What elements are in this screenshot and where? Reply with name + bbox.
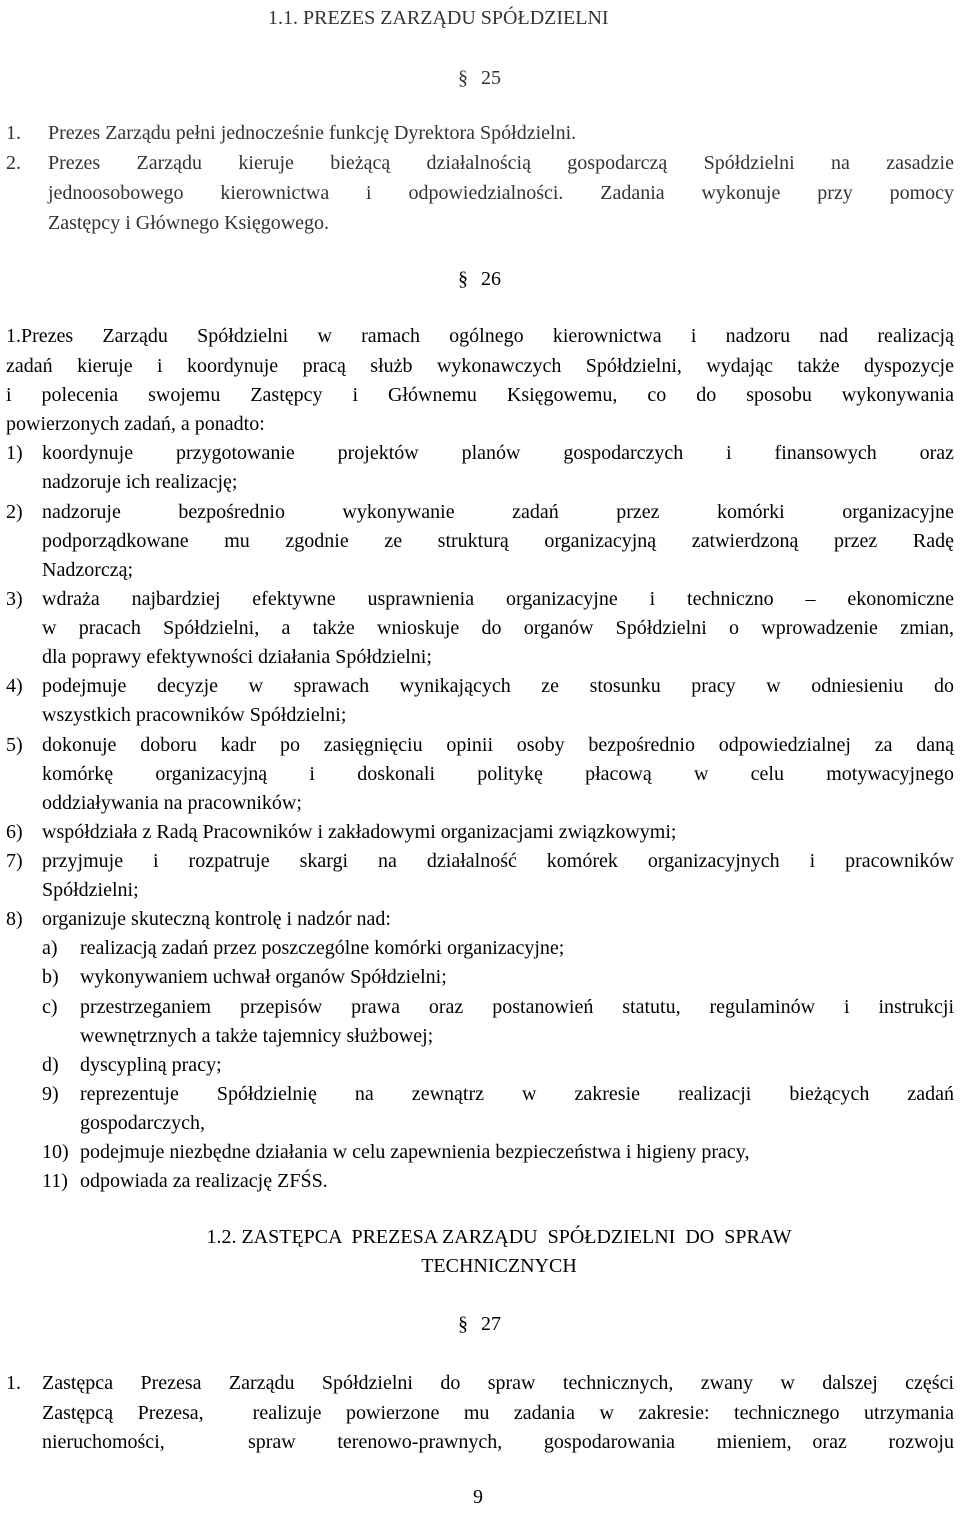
- list-number: 1.: [6, 122, 21, 144]
- section-number: 26: [481, 268, 501, 290]
- list-number: 6): [6, 821, 23, 843]
- text-line: Prezes Zarządu kieruje bieżącą działalnością gospodarczą Spółdzielni na zasadzie: [48, 152, 954, 174]
- paragraph-number-25: [458, 66, 501, 90]
- list-item-text: nadzoruje bezpośrednio wykonywanie zadań przez komórki organizacyjne: [42, 501, 954, 523]
- text-line: zadań kieruje i koordynuje pracą służb wykonawczych Spółdzielni, wydając także dyspozycje: [6, 355, 954, 377]
- sub-item-letter: c): [42, 996, 58, 1018]
- list-item-text: podejmuje niezbędne działania w celu zapewnienia bezpieczeństwa i higieny pracy,: [80, 1141, 750, 1163]
- list-number: 8): [6, 908, 23, 930]
- list-item-text: przyjmuje i rozpatruje skargi na działalność komórek organizacyjnych i pracowników: [42, 850, 954, 872]
- section-number: 27: [481, 1313, 501, 1335]
- sub-item-text: przestrzeganiem przepisów prawa oraz postanowień statutu, regulaminów i instrukcji: [80, 996, 954, 1018]
- list-number: 10): [42, 1141, 69, 1163]
- text-line: jednoosobowego kierownictwa i odpowiedzialności. Zadania wykonuje przy pomocy: [48, 182, 954, 204]
- list-item-text: oddziaływania na pracowników;: [42, 792, 302, 814]
- list-number: 1.: [6, 1372, 21, 1394]
- list-item-text: reprezentuje Spółdzielnię na zewnątrz w zakresie realizacji bieżących zadań: [80, 1083, 954, 1105]
- list-item-text: koordynuje przygotowanie projektów planów gospodarczych i finansowych oraz: [42, 442, 954, 464]
- list-number: 11): [42, 1170, 68, 1192]
- list-item-text: gospodarczych,: [80, 1112, 205, 1134]
- page-number: 9: [473, 1486, 483, 1508]
- list-item-text: Nadzorczą;: [42, 559, 134, 581]
- list-number: 4): [6, 675, 23, 697]
- list-item-text: Spółdzielni;: [42, 879, 139, 901]
- paragraph-number-27: [458, 1312, 501, 1336]
- list-item-text: w pracach Spółdzielni, a także wnioskuje do organów Spółdzielni o wprowadzenie zmian,: [42, 617, 954, 639]
- text-line: Prezes Zarządu pełni jednocześnie funkcję Dyrektora Spółdzielni.: [48, 122, 577, 144]
- sub-item-letter: a): [42, 937, 58, 959]
- list-number: 9): [42, 1083, 59, 1105]
- sub-item-text: dyscypliną pracy;: [80, 1054, 222, 1076]
- sub-item-text: wewnętrznych a także tajemnicy służbowej;: [80, 1025, 434, 1047]
- list-item-text: dla poprawy efektywności działania Spółdzielni;: [42, 646, 432, 668]
- section-heading-continued: TECHNICZNYCH: [421, 1255, 577, 1277]
- list-item-text: podejmuje decyzje w sprawach wynikających ze stosunku pracy w odniesieniu do: [42, 675, 954, 697]
- text-line: Zastępca Prezesa Zarządu Spółdzielni do spraw technicznych, zwany w dalszej części: [42, 1372, 954, 1394]
- list-number: 1): [6, 442, 23, 464]
- sub-item-text: wykonywaniem uchwał organów Spółdzielni;: [80, 966, 447, 988]
- list-number: 5): [6, 734, 23, 756]
- list-item-text: nadzoruje ich realizację;: [42, 471, 238, 493]
- text-line: powierzonych zadań, a ponadto:: [6, 413, 265, 435]
- section-sign: §: [458, 268, 468, 290]
- section-heading: 1.1. PREZES ZARZĄDU SPÓŁDZIELNI: [268, 7, 609, 29]
- list-item-text: organizuje skuteczną kontrolę i nadzór nad:: [42, 908, 391, 930]
- list-number: 7): [6, 850, 23, 872]
- sub-item-letter: d): [42, 1054, 59, 1076]
- text-line: 1.Prezes Zarządu Spółdzielni w ramach ogólnego kierownictwa i nadzoru nad realizacją: [6, 325, 954, 347]
- list-number: 2): [6, 501, 23, 523]
- list-item-text: współdziała z Radą Pracowników i zakładowymi organizacjami związkowymi;: [42, 821, 677, 843]
- paragraph-number-26: [458, 267, 501, 291]
- list-item-text: dokonuje doboru kadr po zasięgnięciu opinii osoby bezpośrednio odpowiedzialnej za daną: [42, 734, 954, 756]
- list-item-text: komórkę organizacyjną i doskonali politykę płacową w celu motywacyjnego: [42, 763, 954, 785]
- text-line: Zastępcą Prezesa, realizuje powierzone mu zadania w zakresie: technicznego utrzymania: [42, 1402, 954, 1424]
- sub-item-letter: b): [42, 966, 59, 988]
- section-heading: 1.2. ZASTĘPCA PREZESA ZARZĄDU SPÓŁDZIELNI DO SPRAW: [206, 1226, 792, 1248]
- text-line: i polecenia swojemu Zastępcy i Głównemu Księgowemu, co do sposobu wykonywania: [6, 384, 954, 406]
- list-item-text: wszystkich pracowników Spółdzielni;: [42, 704, 347, 726]
- list-number: 2.: [6, 152, 21, 174]
- section-sign: §: [458, 1313, 468, 1335]
- text-line: nieruchomości, spraw terenowo-prawnych, gospodarowania mieniem, oraz rozwoju: [42, 1431, 954, 1453]
- list-item-text: odpowiada za realizację ZFŚS.: [80, 1170, 328, 1192]
- section-number: 25: [481, 67, 501, 89]
- section-sign: §: [458, 67, 468, 89]
- list-item-text: podporządkowane mu zgodnie ze strukturą organizacyjną zatwierdzoną przez Radę: [42, 530, 954, 552]
- text-line: Zastępcy i Głównego Księgowego.: [48, 212, 330, 234]
- list-number: 3): [6, 588, 23, 610]
- sub-item-text: realizacją zadań przez poszczególne komórki organizacyjne;: [80, 937, 565, 959]
- list-item-text: wdraża najbardziej efektywne usprawnienia organizacyjne i techniczno – ekonomiczne: [42, 588, 954, 610]
